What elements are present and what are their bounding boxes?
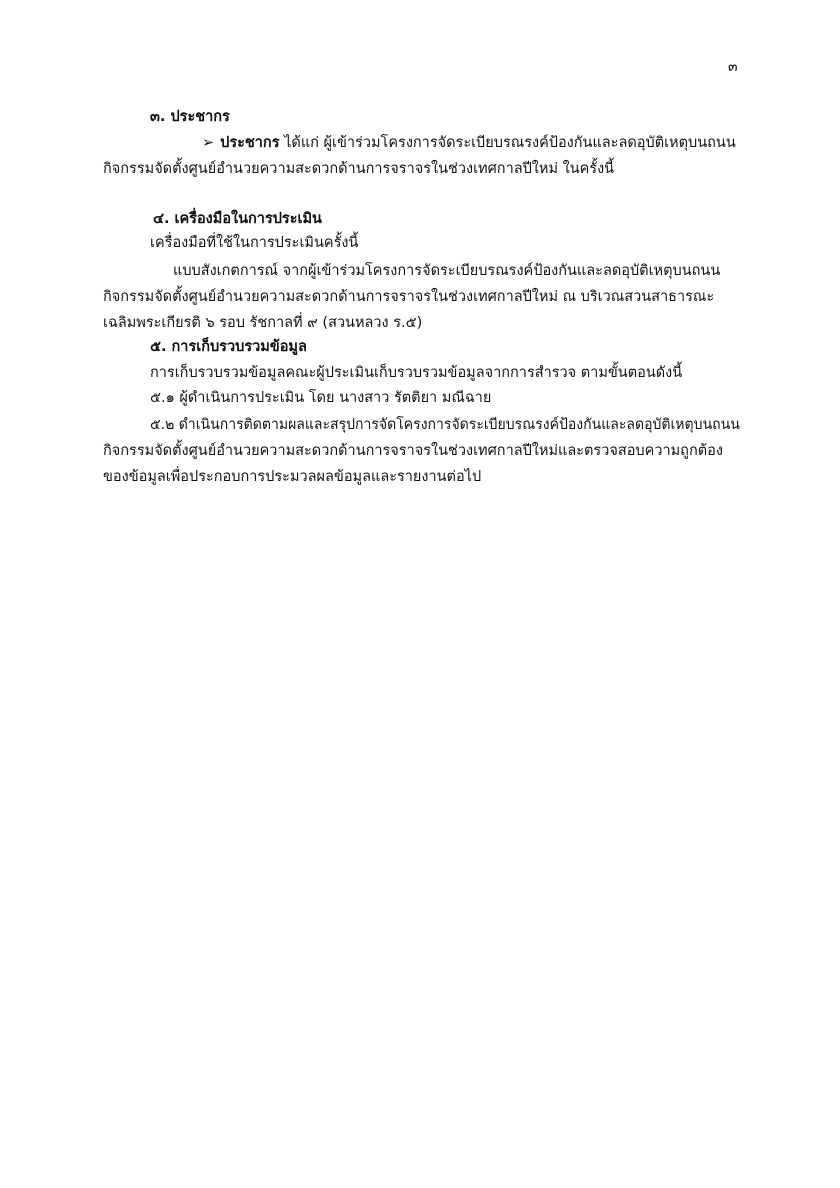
section4-line2: แบบสังเกตการณ์ จากผู้เข้าร่วมโครงการจัดระเบียบรณรงค์ป้องกันและลดอุบัติเหตุบนถนน (173, 263, 721, 279)
section4-line4: เฉลิมพระเกียรติ ๖ รอบ รัชกาลที่ ๙ (สวนหลวง ร.๕) (103, 315, 423, 331)
section5-line3: ๕.๒ ดำเนินการติดตามผลและสรุปการจัดโครงการจัดระเบียบรณรงค์ป้องกันและลดอุบัติเหตุบนถนน (150, 417, 740, 433)
section3-bullet-term: ประชากร (220, 135, 280, 151)
section3-line1-text: ได้แก่ ผู้เข้าร่วมโครงการจัดระเบียบรณรงค์ป้องกันและลดอุบัติเหตุบนถนน (279, 135, 736, 151)
arrow-bullet-icon: ➢ (202, 135, 215, 151)
section4-line1: เครื่องมือที่ใช้ในการประเมินครั้งนี้ (150, 235, 359, 251)
page-number: ๓ (728, 59, 738, 75)
section4-line3: กิจกรรมจัดตั้งศูนย์อำนวยความสะดวกด้านการจราจรในช่วงเทศกาลปีใหม่ ณ บริเวณสวนสาธารณะ (103, 289, 715, 305)
section5-heading: ๕. การเก็บรวบรวมข้อมูล (150, 339, 307, 355)
section4-heading: ๔. เครื่องมือในการประเมิน (153, 211, 322, 227)
section5-line4: กิจกรรมจัดตั้งศูนย์อำนวยความสะดวกด้านการจราจรในช่วงเทศกาลปีใหม่และตรวจสอบความถูกต้อง (103, 443, 723, 459)
section5-line1: การเก็บรวบรวมข้อมูลคณะผู้ประเมินเก็บรวบรวมข้อมูลจากการสำรวจ ตามขั้นตอนดังนี้ (150, 365, 683, 381)
section3-line2: กิจกรรมจัดตั้งศูนย์อำนวยความสะดวกด้านการจราจรในช่วงเทศกาลปีใหม่ ในครั้งนี้ (103, 161, 615, 177)
section3-line1 (202, 134, 736, 152)
section3-heading: ๓. ประชากร (150, 109, 230, 125)
section5-line2: ๕.๑ ผู้ดำเนินการประเมิน โดย นางสาว รัตติยา มณีฉาย (150, 390, 492, 406)
section5-line5: ของข้อมูลเพื่อประกอบการประมวลผลข้อมูลและรายงานต่อไป (103, 469, 482, 485)
